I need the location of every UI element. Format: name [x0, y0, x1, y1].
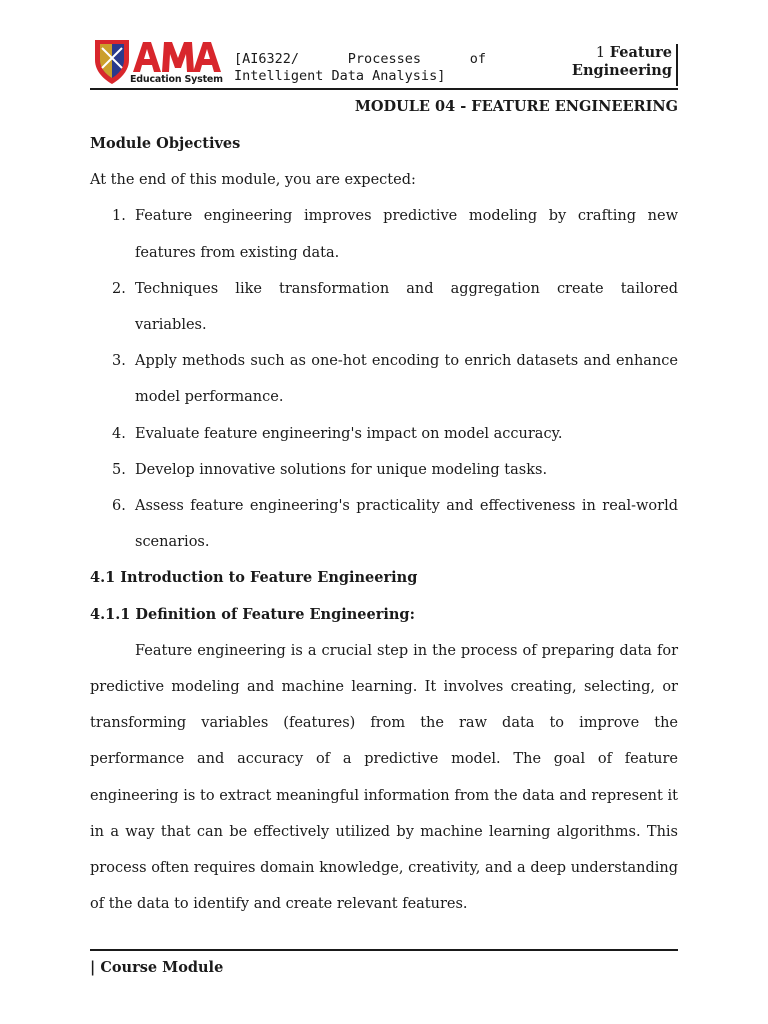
- subsection-heading: 4.1.1 Definition of Feature Engineering:: [90, 605, 415, 623]
- footer-label: | Course Module: [90, 959, 224, 976]
- objectives-list: [90, 198, 678, 560]
- list-item: Apply methods such as one-hot encoding to enrich datasets and enhance model performance.: [135, 353, 678, 406]
- ama-logo: [93, 38, 221, 86]
- section-heading: 4.1 Introduction to Feature Engineering: [90, 569, 418, 587]
- objectives-intro: At the end of this module, you are expected:: [90, 172, 416, 189]
- logo-letter-a1: [133, 42, 161, 72]
- module-title: MODULE 04 - FEATURE ENGINEERING: [354, 98, 678, 115]
- objectives-heading: Module Objectives: [90, 135, 241, 152]
- page-number: 1: [595, 45, 606, 61]
- logo-tagline: Education System: [130, 74, 223, 85]
- list-item: Feature engineering improves predictive modeling by crafting new features from existing data.: [135, 208, 678, 261]
- document-body: [90, 126, 678, 922]
- header-title-word1: Feature: [609, 44, 672, 61]
- logo-letter-m: [162, 42, 194, 72]
- header-page-info: [572, 44, 678, 86]
- list-item: Develop innovative solutions for unique modeling tasks.: [135, 461, 548, 478]
- course-code: [AI6322/ Processes of Intelligent Data Analysis]: [234, 51, 486, 84]
- logo-letter-a2: [193, 42, 221, 72]
- list-item: Techniques like transformation and aggregation create tailored variables.: [135, 280, 678, 334]
- footer-divider: [90, 949, 678, 951]
- list-item: Evaluate feature engineering's impact on model accuracy.: [135, 425, 563, 442]
- definition-paragraph: Feature engineering is a crucial step in the process of preparing data for predictive modeling and machine learning. It involves creating, selecting, or transforming variables (features) from the raw data to improve the performance and accuracy of a predictive model. The goal of feature engineering is to extract meaningful information from the data and represent it in a way that can be effectively utilized by machine learning algorithms. This process often requires domain knowledge, creativity, and a deep understanding of the data to identify and create relevant features.: [90, 642, 678, 913]
- page-header: [90, 38, 678, 90]
- document-page: [90, 0, 678, 1024]
- list-item: Assess feature engineering's practicality and effectiveness in real-world scenarios.: [135, 498, 678, 551]
- header-title-word2: Engineering: [571, 62, 672, 79]
